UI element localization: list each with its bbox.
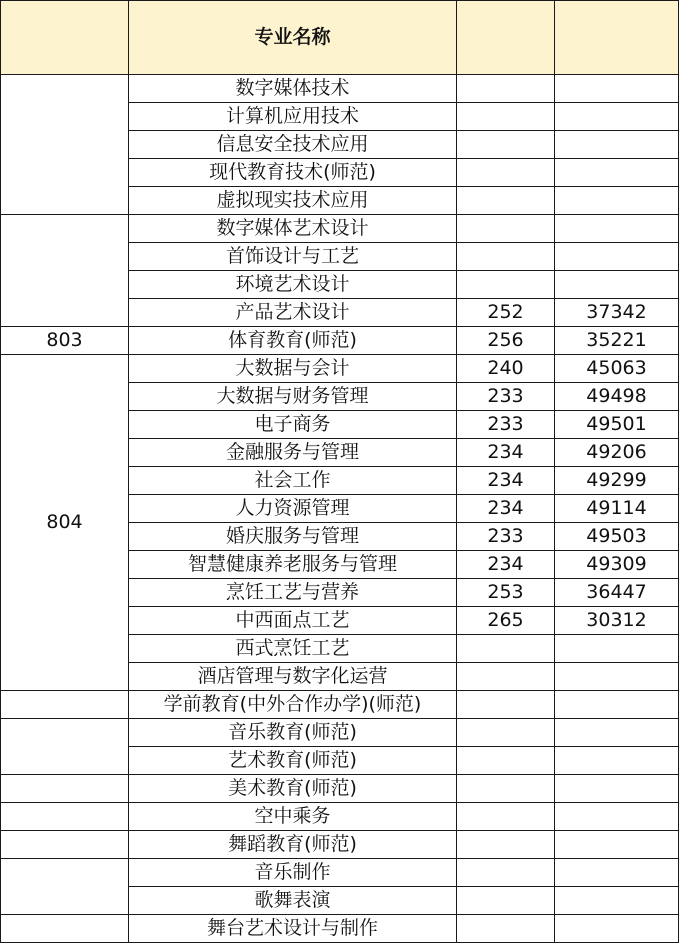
group-code-cell bbox=[1, 215, 129, 327]
group-code-cell bbox=[1, 691, 129, 719]
group-code-cell bbox=[1, 803, 129, 831]
group-code-cell bbox=[1, 915, 129, 943]
group-code-cell bbox=[1, 719, 129, 775]
major-name-cell: 金融服务与管理 bbox=[129, 439, 457, 467]
major-name-cell: 体育教育(师范) bbox=[129, 327, 457, 355]
min-rank-cell: 49501 bbox=[555, 411, 679, 439]
min-rank-cell bbox=[555, 803, 679, 831]
min-rank-cell: 36447 bbox=[555, 579, 679, 607]
major-name-cell: 数字媒体艺术设计 bbox=[129, 215, 457, 243]
min-rank-cell bbox=[555, 719, 679, 747]
min-score-cell bbox=[457, 915, 555, 943]
min-score-cell bbox=[457, 719, 555, 747]
table-row bbox=[1, 327, 679, 355]
min-score-cell bbox=[457, 215, 555, 243]
table-row bbox=[1, 215, 679, 243]
table-body bbox=[1, 75, 679, 943]
major-name-cell: 现代教育技术(师范) bbox=[129, 159, 457, 187]
table-row bbox=[1, 75, 679, 103]
min-score-cell: 252 bbox=[457, 299, 555, 327]
min-rank-cell: 49114 bbox=[555, 495, 679, 523]
major-name-cell: 音乐制作 bbox=[129, 859, 457, 887]
major-name-cell: 烹饪工艺与营养 bbox=[129, 579, 457, 607]
min-score-cell: 234 bbox=[457, 467, 555, 495]
major-name-cell: 环境艺术设计 bbox=[129, 271, 457, 299]
major-name-cell: 虚拟现实技术应用 bbox=[129, 187, 457, 215]
min-rank-cell: 45063 bbox=[555, 355, 679, 383]
min-score-cell bbox=[457, 131, 555, 159]
major-name-cell: 信息安全技术应用 bbox=[129, 131, 457, 159]
min-rank-cell bbox=[555, 103, 679, 131]
major-name-cell: 计算机应用技术 bbox=[129, 103, 457, 131]
min-score-cell bbox=[457, 75, 555, 103]
table-row bbox=[1, 831, 679, 859]
min-score-cell: 233 bbox=[457, 411, 555, 439]
min-rank-cell: 30312 bbox=[555, 607, 679, 635]
min-rank-cell: 49503 bbox=[555, 523, 679, 551]
table-row bbox=[1, 775, 679, 803]
major-name-cell: 智慧健康养老服务与管理 bbox=[129, 551, 457, 579]
major-name-cell: 人力资源管理 bbox=[129, 495, 457, 523]
min-score-cell bbox=[457, 859, 555, 887]
major-name-cell: 婚庆服务与管理 bbox=[129, 523, 457, 551]
min-score-cell: 265 bbox=[457, 607, 555, 635]
table-row bbox=[1, 859, 679, 887]
group-code-cell: 804 bbox=[1, 355, 129, 691]
header-group-code bbox=[1, 1, 129, 75]
major-name-cell: 酒店管理与数字化运营 bbox=[129, 663, 457, 691]
min-rank-cell: 49498 bbox=[555, 383, 679, 411]
table-row bbox=[1, 719, 679, 747]
min-rank-cell bbox=[555, 859, 679, 887]
min-rank-cell: 37342 bbox=[555, 299, 679, 327]
min-score-cell: 234 bbox=[457, 551, 555, 579]
min-rank-cell: 49309 bbox=[555, 551, 679, 579]
min-score-cell bbox=[457, 831, 555, 859]
min-rank-cell bbox=[555, 663, 679, 691]
min-score-cell bbox=[457, 243, 555, 271]
min-score-cell bbox=[457, 635, 555, 663]
major-name-cell: 中西面点工艺 bbox=[129, 607, 457, 635]
major-name-cell: 数字媒体技术 bbox=[129, 75, 457, 103]
min-score-cell: 234 bbox=[457, 495, 555, 523]
major-name-cell: 舞蹈教育(师范) bbox=[129, 831, 457, 859]
min-rank-cell: 49299 bbox=[555, 467, 679, 495]
min-score-cell bbox=[457, 803, 555, 831]
major-name-cell: 首饰设计与工艺 bbox=[129, 243, 457, 271]
header-row bbox=[1, 1, 679, 75]
group-code-cell bbox=[1, 859, 129, 915]
min-score-cell bbox=[457, 187, 555, 215]
min-rank-cell bbox=[555, 747, 679, 775]
major-name-cell: 艺术教育(师范) bbox=[129, 747, 457, 775]
major-name-cell: 空中乘务 bbox=[129, 803, 457, 831]
min-score-cell: 253 bbox=[457, 579, 555, 607]
min-rank-cell bbox=[555, 691, 679, 719]
group-code-cell bbox=[1, 775, 129, 803]
min-score-cell: 233 bbox=[457, 383, 555, 411]
major-name-cell: 学前教育(中外合作办学)(师范) bbox=[129, 691, 457, 719]
min-score-cell: 234 bbox=[457, 439, 555, 467]
major-name-cell: 歌舞表演 bbox=[129, 887, 457, 915]
major-name-cell: 舞台艺术设计与制作 bbox=[129, 915, 457, 943]
min-rank-cell bbox=[555, 635, 679, 663]
min-score-cell: 233 bbox=[457, 523, 555, 551]
min-rank-cell bbox=[555, 215, 679, 243]
group-code-cell: 803 bbox=[1, 327, 129, 355]
min-score-cell: 256 bbox=[457, 327, 555, 355]
major-name-cell: 产品艺术设计 bbox=[129, 299, 457, 327]
min-rank-cell bbox=[555, 775, 679, 803]
min-score-cell bbox=[457, 663, 555, 691]
group-code-cell bbox=[1, 831, 129, 859]
min-rank-cell bbox=[555, 131, 679, 159]
major-name-cell: 大数据与会计 bbox=[129, 355, 457, 383]
min-score-cell bbox=[457, 271, 555, 299]
major-name-cell: 西式烹饪工艺 bbox=[129, 635, 457, 663]
table-row bbox=[1, 355, 679, 383]
min-score-cell bbox=[457, 159, 555, 187]
min-rank-cell bbox=[555, 159, 679, 187]
min-score-cell bbox=[457, 887, 555, 915]
header-rank bbox=[555, 1, 679, 75]
min-rank-cell: 49206 bbox=[555, 439, 679, 467]
table-row bbox=[1, 803, 679, 831]
header-score bbox=[457, 1, 555, 75]
major-name-cell: 美术教育(师范) bbox=[129, 775, 457, 803]
min-score-cell bbox=[457, 691, 555, 719]
min-rank-cell bbox=[555, 75, 679, 103]
min-rank-cell bbox=[555, 187, 679, 215]
table-row bbox=[1, 915, 679, 943]
min-rank-cell bbox=[555, 243, 679, 271]
min-rank-cell bbox=[555, 915, 679, 943]
table-row bbox=[1, 691, 679, 719]
min-rank-cell bbox=[555, 831, 679, 859]
major-name-cell: 大数据与财务管理 bbox=[129, 383, 457, 411]
major-name-cell: 电子商务 bbox=[129, 411, 457, 439]
major-name-cell: 社会工作 bbox=[129, 467, 457, 495]
min-rank-cell bbox=[555, 887, 679, 915]
group-code-cell bbox=[1, 75, 129, 215]
header-major-name: 专业名称 bbox=[129, 1, 457, 75]
min-rank-cell bbox=[555, 271, 679, 299]
min-rank-cell: 35221 bbox=[555, 327, 679, 355]
min-score-cell: 240 bbox=[457, 355, 555, 383]
major-name-cell: 音乐教育(师范) bbox=[129, 719, 457, 747]
min-score-cell bbox=[457, 103, 555, 131]
min-score-cell bbox=[457, 747, 555, 775]
min-score-cell bbox=[457, 775, 555, 803]
